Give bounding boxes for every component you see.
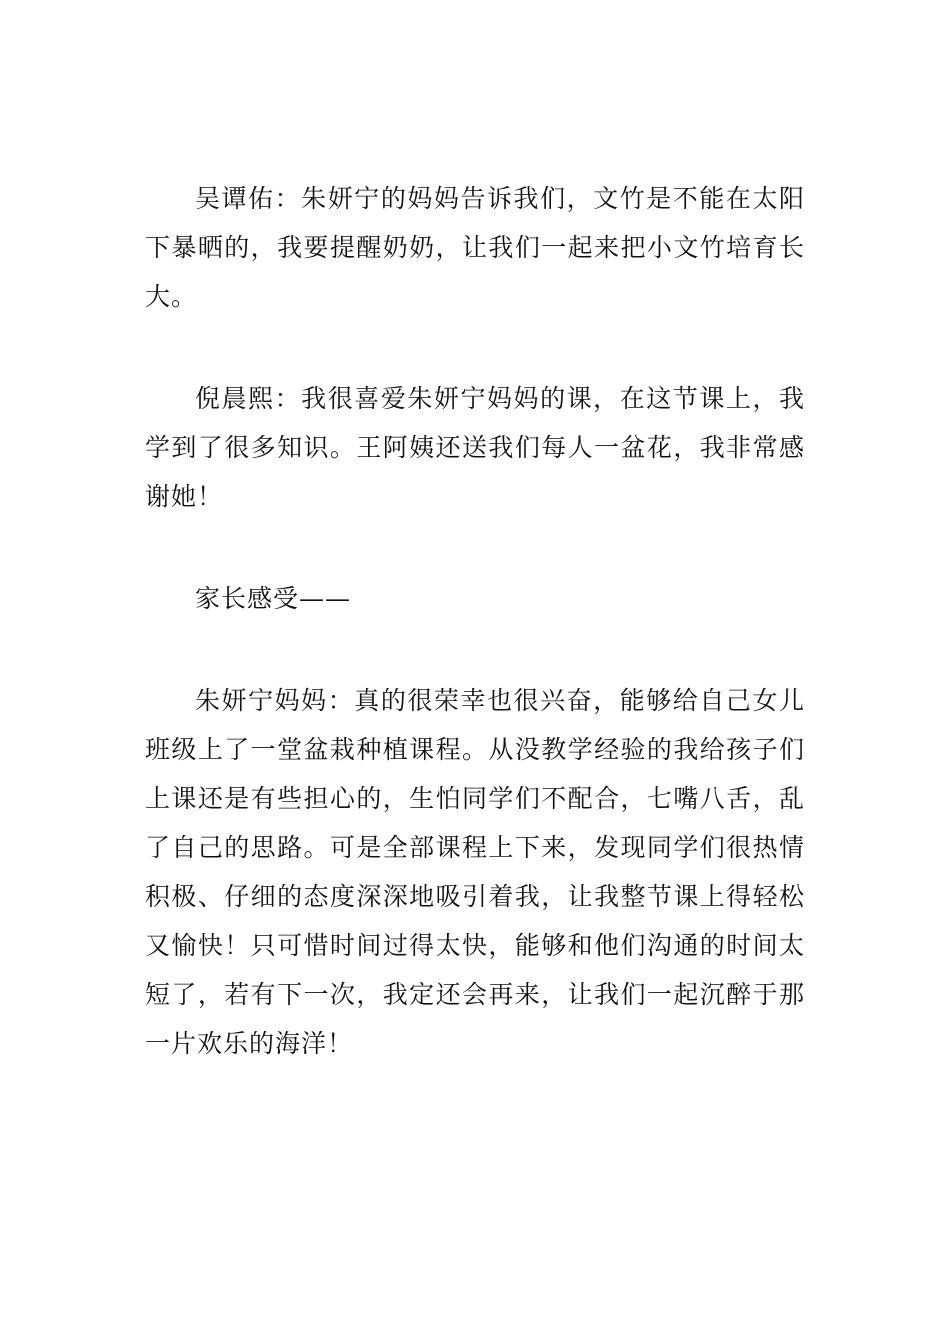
document-body (145, 174, 805, 1068)
paragraph-gap (145, 321, 805, 374)
paragraph-student-feedback-1: 吴谭佑：朱妍宁的妈妈告诉我们，文竹是不能在太阳下暴晒的，我要提醒奶奶，让我们一起来把小文竹培育长大。 (145, 184, 805, 311)
paragraph-parent-feedback: 朱妍宁妈妈：真的很荣幸也很兴奋，能够给自己女儿班级上了一堂盆栽种植课程。从没教学经验的我给孩子们上课还是有些担心的，生怕同学们不配合，七嘴八舌，乱了自己的思路。可是全部课程上下来，发现同学们很热情积极、仔细的态度深深地吸引着我，让我整节课上得轻松又愉快！只可惜时间过得太快，能够和他们沟通的时间太短了，若有下一次，我定还会再来，让我们一起沉醉于那一片欢乐的海洋！ (145, 686, 805, 1058)
section-heading-parent-feedback: 家长感受—— (195, 584, 352, 613)
paragraph-gap (145, 521, 805, 574)
paragraph-gap (145, 623, 805, 676)
paragraph-student-feedback-2: 倪晨熙：我很喜爱朱妍宁妈妈的课，在这节课上，我学到了很多知识。王阿姨还送我们每人一盆花，我非常感谢她！ (145, 384, 805, 511)
